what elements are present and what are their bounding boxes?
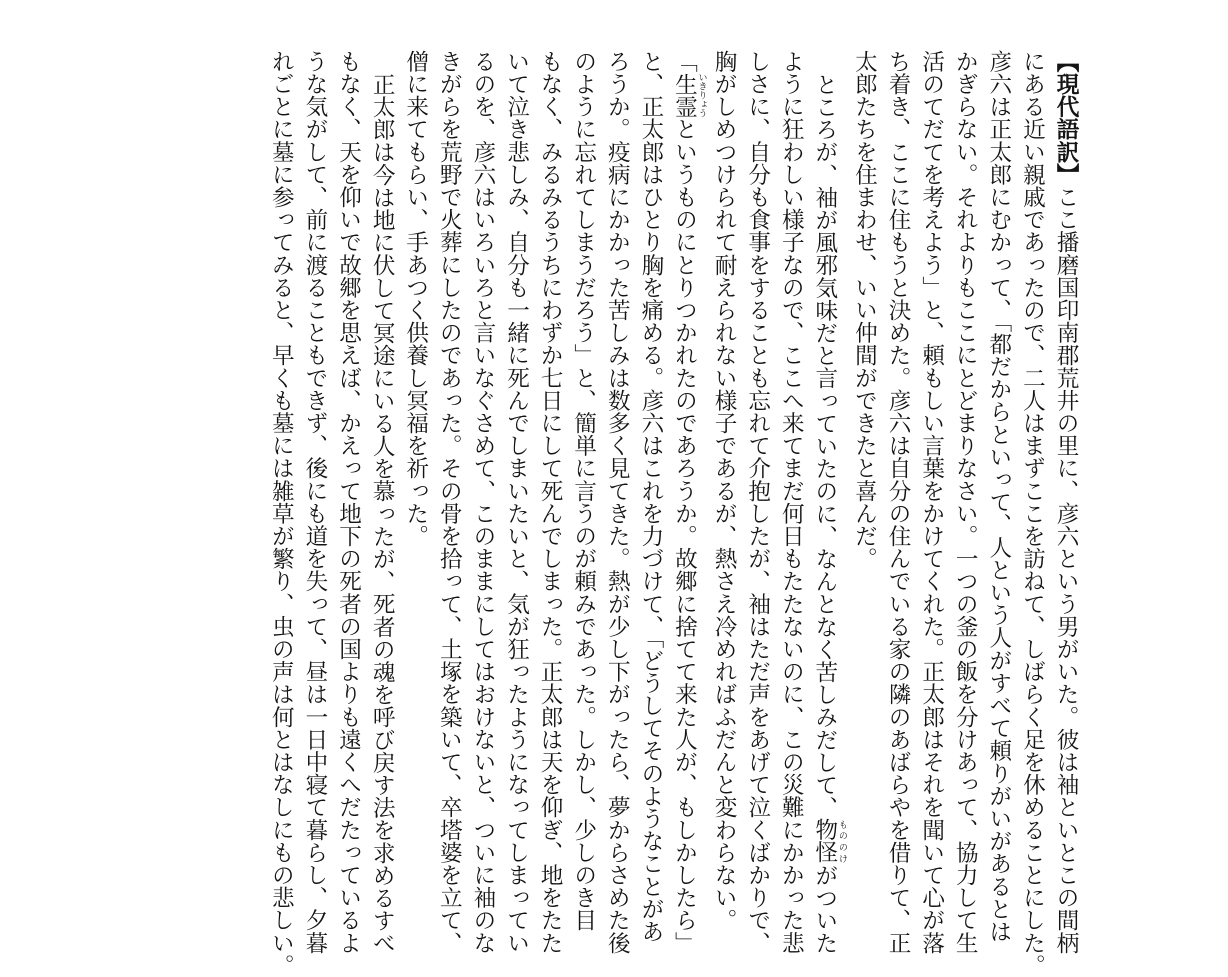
ruby-reading: いきりょう xyxy=(696,72,707,118)
text-line: ち着き、ここに住もうと決めた。彦六は自分の住んでいる家の隣のあばらやを借りて、正 xyxy=(885,50,912,954)
text-line: 胸がしめつけられて耐えられない様子であるが、熱さえ冷めればふだんと変わらない。 xyxy=(711,50,738,932)
text-line: 彦六は正太郎にむかって、「都だからといって、人という人がすべて頼りがいがあるとは xyxy=(985,50,1012,943)
text-line: いて泣き悲しみ、自分も一緒に死んでしまいたいと、気が狂ったようになってしまってい xyxy=(503,50,530,954)
text-line: 正太郎は今は地に伏して冥途にいる人を慕ったが、死者の魂を呼び戻す法を求めるすべ xyxy=(369,72,396,954)
ruby-annotation: 生霊 いきりょう xyxy=(671,72,707,118)
text-line: のように忘れてしまうだろう」と、簡単に言うのが頼みであった。しかし、少しのき目 xyxy=(570,50,597,932)
ruby-reading: もののけ xyxy=(836,818,847,864)
ruby-annotation: 物怪 もののけ xyxy=(811,818,847,864)
text-line: 「生霊 いきりょうというものにとりつかれたのであろうか。故郷に捨てて来た人が、もしかしたら」 xyxy=(671,50,707,955)
text-line: ところが、袖が風邪気味だと言っていたのに、なんとなく苦しみだして、物怪 もののけがついた xyxy=(811,72,847,955)
vertical-text-column-block xyxy=(268,50,1082,977)
text-line: かぎらない。それよりもここにとどまりなさい。一つの釜の飯を分けあって、協力して生 xyxy=(952,50,979,954)
text-line: るのを、彦六はいろいろと言いなぐさめて、このままにしてはおけないと、ついに袖のな xyxy=(469,50,496,954)
text-line: しさに、自分も食事をすることも忘れて介抱したが、袖はただ声をあげて泣くばかりで、 xyxy=(744,50,771,954)
text-line: きがらを荒野で火葬にしたのであった。その骨を拾って、土塚を築いて、卒塔婆を立て、 xyxy=(436,50,463,954)
text-line-content: ここ播磨国印南郡荒井の里に、彦六という男がいた。彼は袖といとこの間柄 xyxy=(1053,185,1079,955)
text-line: と、正太郎はひとり胸を痛める。彦六はこれを力づけて、「どうしてそのようなことがあ xyxy=(637,50,664,943)
text-line xyxy=(1048,50,1082,955)
section-heading: 【現代語訳】 xyxy=(1053,50,1079,186)
text-line: もなく、天を仰いで故郷を思えば、かえって地下の死者の国よりも遠くへだたっているよ xyxy=(335,50,362,954)
text-line: ように狂わしい様子なので、ここへ来てまだ何日もたたないのに、この災難にかかった悲 xyxy=(778,50,805,954)
text-line: もなく、みるみるうちにわずか七日にして死んでしまった。正太郎は天を仰ぎ、地をたた xyxy=(537,50,564,954)
text-line: うな気がして、前に渡ることもできず、後にも道を失って、昼は一日中寝て暮らし、夕暮 xyxy=(301,50,328,954)
text-line: ろうか。疫病にかかった苦しみは数多く見てきた。熱が少し下がったら、夢からさめた後 xyxy=(604,50,631,954)
text-line: 太郎たちを住まわせ、いい仲間ができたと喜んだ。 xyxy=(851,50,878,570)
text-line: にある近い親戚であったので、二人はまずここを訪ねて、しばらく足を休めることにした。 xyxy=(1019,50,1046,977)
text-line: れごとに墓に参ってみると、早くも墓には雑草が繁り、虫の声は何とはなしにもの悲しい。 xyxy=(268,50,295,977)
text-line: 活のてだてを考えよう」と、頼もしい言葉をかけてくれた。正太郎はそれを聞いて心が落 xyxy=(918,50,945,954)
text-line: 僧に来てもらい、手あつく供養し冥福を祈った。 xyxy=(402,50,429,548)
